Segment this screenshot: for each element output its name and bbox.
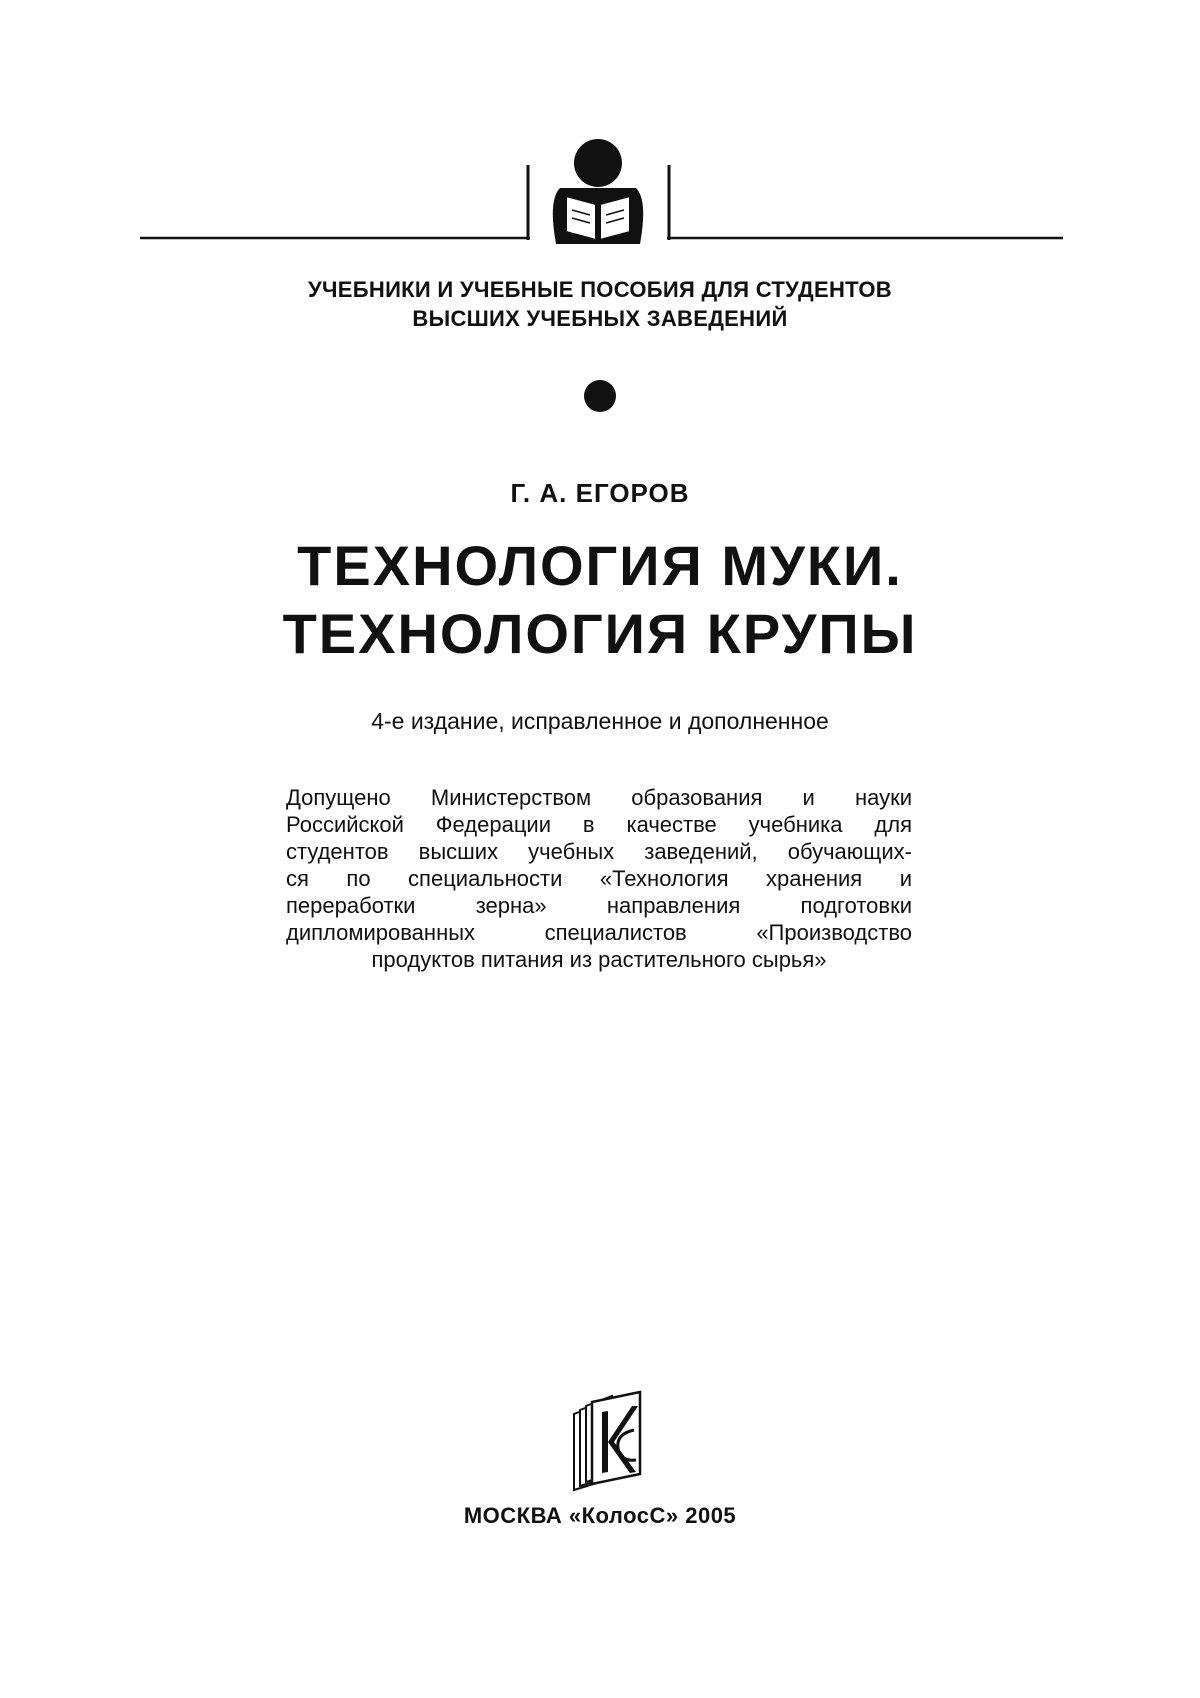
series-line-1: УЧЕБНИКИ И УЧЕБНЫЕ ПОСОБИЯ ДЛЯ СТУДЕНТОВ: [308, 277, 892, 302]
series-line-2: ВЫСШИХ УЧЕБНЫХ ЗАВЕДЕНИЙ: [412, 306, 788, 331]
edition-note: 4-е издание, исправленное и дополненное: [371, 708, 829, 734]
author-name: Г. А. ЕГОРОВ: [510, 478, 690, 508]
approval-line: Российской Федерации в качестве учебника для: [286, 812, 912, 837]
approval-line: переработки зерна» направления подготовки: [286, 893, 912, 918]
approval-line: продуктов питания из растительного сырья»: [371, 947, 827, 972]
imprint-line: МОСКВА «КолосС» 2005: [463, 1503, 737, 1528]
kolos-publisher-logo-icon: [570, 1390, 644, 1492]
book-title-line-2: ТЕХНОЛОГИЯ КРУПЫ: [282, 602, 918, 665]
series-heading: [200, 275, 1000, 333]
approval-line: ся по специальности «Технология хранения и: [286, 866, 912, 891]
approval-line: Допущено Министерством образования и науки: [286, 785, 912, 810]
reader-with-book-icon: [0, 0, 1200, 260]
book-title-line-1: ТЕХНОЛОГИЯ МУКИ.: [297, 534, 903, 597]
book-title: [150, 532, 1050, 668]
approval-line: дипломированных специалистов «Производство: [286, 920, 912, 945]
approval-statement: [286, 784, 912, 973]
bullet-dot-icon: [584, 380, 616, 412]
approval-line: студентов высших учебных заведений, обучающих-: [286, 839, 912, 864]
